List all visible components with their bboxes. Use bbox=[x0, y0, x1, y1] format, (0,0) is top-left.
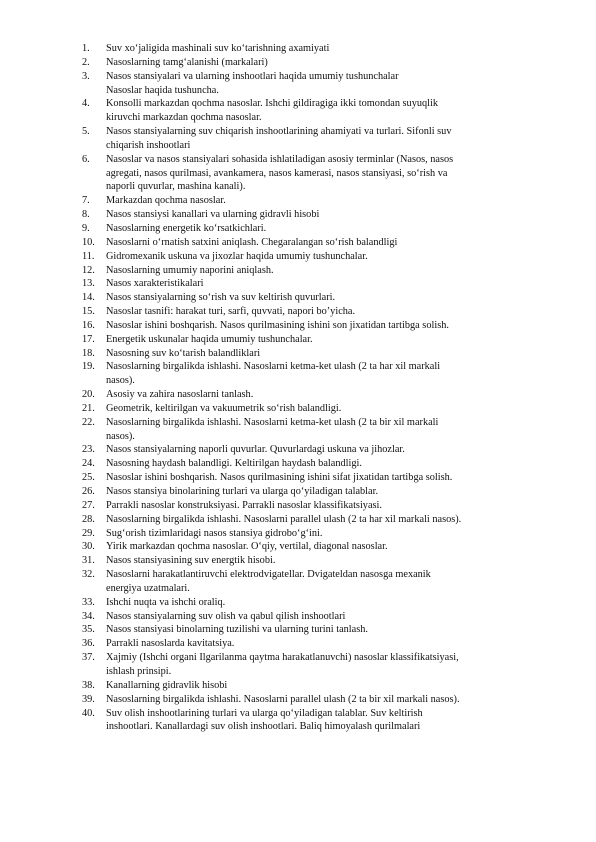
list-item bbox=[82, 56, 532, 70]
item-number: 28. bbox=[82, 513, 95, 525]
item-number: 20. bbox=[82, 389, 95, 401]
item-number: 31. bbox=[82, 555, 95, 567]
item-text: Xajmiy (Ishchi organi Ilgarilanma qaytma harakatlanuvchi) nasoslar klassifikatsiyasi, ishlash prinsipi. bbox=[106, 652, 459, 677]
item-text: Nasos stansiyalari va ularning inshootlari haqida umumiy tushunchalar Nasoslar haqida tushuncha. bbox=[106, 70, 399, 96]
item-number: 18. bbox=[82, 347, 95, 359]
item-text: Konsolli markazdan qochma nasoslar. Ishchi gildiragiga ikki tomondan suyuqlik kiruvchi markazdan qochma nasoslar. bbox=[106, 98, 439, 124]
item-number: 27. bbox=[82, 499, 95, 511]
item-number: 5. bbox=[82, 126, 90, 138]
item-text: Nasoslar ishini boshqarish. Nasos qurilmasining ishini son jixatidan tartibga solish. bbox=[106, 319, 449, 331]
list-item bbox=[82, 610, 532, 624]
list-item bbox=[82, 250, 532, 264]
item-number: 2. bbox=[82, 56, 90, 68]
list-item bbox=[82, 554, 532, 568]
item-number: 9. bbox=[82, 222, 90, 234]
item-text: Parrakli nasoslar konstruksiyasi. Parrakli nasoslar klassifikatsiyasi. bbox=[106, 499, 382, 511]
item-text: Nasoslarni o‘rnatish satxini aniqlash. Chegaralangan so‘rish balandligi bbox=[106, 236, 398, 248]
list-item bbox=[82, 153, 532, 195]
list-item bbox=[82, 527, 532, 541]
item-number: 29. bbox=[82, 527, 95, 539]
list-item bbox=[82, 97, 532, 125]
item-text: Markazdan qochma nasoslar. bbox=[106, 195, 226, 207]
list-item bbox=[82, 277, 532, 291]
item-number: 35. bbox=[82, 624, 95, 636]
item-text: Nasos stansiyalarning suv olish va qabul qilish inshootlari bbox=[106, 610, 346, 622]
item-text: Nasos stansiyalarning naporli quvurlar. Quvurlardagi uskuna va jihozlar. bbox=[106, 444, 405, 456]
item-text: Suv olish inshootlarining turlari va ularga qo‘yiladigan talablar. Suv keltirish inshootlari. Kanallardagi suv olish inshootlari. Baliq himoyalash qurilmalari bbox=[106, 707, 423, 733]
item-text: Nasoslarning tamg‘alanishi (markalari) bbox=[106, 56, 268, 68]
list-item bbox=[82, 125, 532, 153]
list-item bbox=[82, 443, 532, 457]
list-item bbox=[82, 208, 532, 222]
item-number: 3. bbox=[82, 70, 90, 82]
list-item bbox=[82, 513, 532, 527]
list-item bbox=[82, 222, 532, 236]
list-item bbox=[82, 416, 532, 444]
list-item bbox=[82, 471, 532, 485]
item-number: 12. bbox=[82, 264, 95, 276]
list-item bbox=[82, 499, 532, 513]
item-text: Nasoslar va nasos stansiyalari sohasida ishlatiladigan asosiy terminlar (Nasos, nasos agregati, nasos qurilmasi, avankamera, nasos kamerasi, nasos stansiyasi, so‘rish va naporli quvurlar, mashina kanali). bbox=[106, 153, 454, 193]
item-text: Nasos stansiyasi binolarning tuzilishi va ularning turini tanlash. bbox=[106, 624, 368, 636]
item-text: Parrakli nasoslarda kavitatsiya. bbox=[106, 638, 235, 650]
item-text: Gidromexanik uskuna va jixozlar haqida umumiy tushunchalar. bbox=[106, 250, 368, 262]
item-text: Nasoslarning birgalikda ishlashi. Nasoslarni ketma-ket ulash (2 ta har xil markali nasos). bbox=[106, 361, 441, 387]
item-number: 10. bbox=[82, 236, 95, 248]
list-item bbox=[82, 70, 532, 98]
item-number: 19. bbox=[82, 361, 95, 373]
item-text: Nasoslar tasnifi: harakat turi, sarfi, quvvati, napori bo’yicha. bbox=[106, 306, 356, 318]
item-text: Nasoslar ishini boshqarish. Nasos qurilmasining ishini sifat jixatidan tartibga solish. bbox=[106, 472, 453, 484]
list-item bbox=[82, 623, 532, 637]
list-item bbox=[82, 319, 532, 333]
question-list bbox=[82, 42, 532, 734]
item-number: 23. bbox=[82, 444, 95, 456]
item-text: Energetik uskunalar haqida umumiy tushunchalar. bbox=[106, 333, 313, 345]
list-item bbox=[82, 568, 532, 596]
list-item bbox=[82, 596, 532, 610]
list-item bbox=[82, 347, 532, 361]
item-number: 7. bbox=[82, 195, 90, 207]
item-text: Asosiy va zahira nasoslarni tanlash. bbox=[106, 389, 254, 401]
item-number: 14. bbox=[82, 292, 95, 304]
list-item bbox=[82, 194, 532, 208]
item-number: 37. bbox=[82, 652, 95, 664]
item-number: 26. bbox=[82, 486, 95, 497]
list-item bbox=[82, 402, 532, 416]
list-item bbox=[82, 360, 532, 388]
item-number: 6. bbox=[82, 153, 90, 165]
item-text: Yirik markazdan qochma nasoslar. O‘qiy, vertilal, diagonal nasoslar. bbox=[106, 541, 388, 553]
item-number: 38. bbox=[82, 679, 95, 691]
item-text: Nasos stansiyasining suv energtik hisobi. bbox=[106, 555, 276, 567]
list-item bbox=[82, 305, 532, 319]
item-text: Nasosning haydash balandligi. Keltirilgan haydash balandligi. bbox=[106, 458, 362, 470]
item-number: 4. bbox=[82, 98, 90, 110]
item-number: 16. bbox=[82, 319, 95, 331]
item-number: 33. bbox=[82, 596, 95, 608]
item-text: Nasos stansiyalarning so‘rish va suv keltirish quvurlari. bbox=[106, 292, 336, 304]
item-text: Nasoslarning umumiy naporini aniqlash. bbox=[106, 264, 274, 276]
item-text: Nasoslarning birgalikda ishlashi. Nasoslarni parallel ulash (2 ta bir xil markali nasos). bbox=[106, 693, 460, 705]
list-item bbox=[82, 264, 532, 278]
item-number: 21. bbox=[82, 402, 95, 414]
item-text: Nasosning suv ko‘tarish balandliklari bbox=[106, 347, 261, 359]
item-number: 36. bbox=[82, 638, 95, 650]
item-text: Nasoslarning birgalikda ishlashi. Nasoslarni ketma-ket ulash (2 ta bir xil markali nasos). bbox=[106, 416, 439, 442]
list-item bbox=[82, 42, 532, 56]
item-number: 39. bbox=[82, 693, 95, 705]
item-text: Nasoslarning energetik ko‘rsatkichlari. bbox=[106, 222, 267, 234]
item-text: Nasoslarni harakatlantiruvchi elektrodvigatellar. Dvigateldan nasosga mexanik energiya uzatmalari. bbox=[106, 569, 431, 594]
item-text: Geometrik, keltirilgan va vakuumetrik so‘rish balandligi. bbox=[106, 402, 342, 414]
item-number: 24. bbox=[82, 458, 95, 470]
item-text: Sug‘orish tizimlaridagi nasos stansiya gidrobo‘g‘ini. bbox=[106, 527, 323, 539]
item-number: 32. bbox=[82, 569, 95, 581]
item-number: 30. bbox=[82, 541, 95, 553]
list-item bbox=[82, 540, 532, 554]
item-text: Ishchi nuqta va ishchi oraliq. bbox=[106, 596, 226, 608]
item-number: 40. bbox=[82, 707, 95, 719]
list-item bbox=[82, 457, 532, 471]
item-number: 25. bbox=[82, 472, 95, 484]
item-number: 34. bbox=[82, 610, 95, 622]
list-item bbox=[82, 291, 532, 305]
item-number: 1. bbox=[82, 43, 90, 54]
item-number: 8. bbox=[82, 209, 90, 221]
list-item bbox=[82, 333, 532, 347]
list-item bbox=[82, 707, 532, 735]
item-number: 17. bbox=[82, 333, 95, 345]
item-number: 11. bbox=[82, 250, 95, 262]
item-text: Suv xo‘jaligida mashinali suv ko‘tarishning axamiyati bbox=[106, 43, 330, 54]
item-text: Nasoslarning birgalikda ishlashi. Nasoslarni parallel ulash (2 ta har xil markali nasos). bbox=[106, 513, 462, 525]
item-text: Nasos stansiysi kanallari va ularning gidravli hisobi bbox=[106, 209, 320, 221]
item-number: 22. bbox=[82, 416, 95, 428]
item-text: Nasos stansiya binolarining turlari va ularga qo‘yiladigan talablar. bbox=[106, 486, 379, 497]
list-item bbox=[82, 236, 532, 250]
item-text: Nasos xarakteristikalari bbox=[106, 278, 204, 290]
item-text: Kanallarning gidravlik hisobi bbox=[106, 679, 228, 691]
item-number: 13. bbox=[82, 278, 95, 290]
list-item bbox=[82, 651, 532, 679]
item-number: 15. bbox=[82, 306, 95, 318]
list-item bbox=[82, 693, 532, 707]
list-item bbox=[82, 679, 532, 693]
list-item bbox=[82, 637, 532, 651]
list-item bbox=[82, 388, 532, 402]
item-text: Nasos stansiyalarning suv chiqarish inshootlarining ahamiyati va turlari. Sifonli suv chiqarish inshootlari bbox=[106, 126, 452, 151]
list-item bbox=[82, 485, 532, 499]
